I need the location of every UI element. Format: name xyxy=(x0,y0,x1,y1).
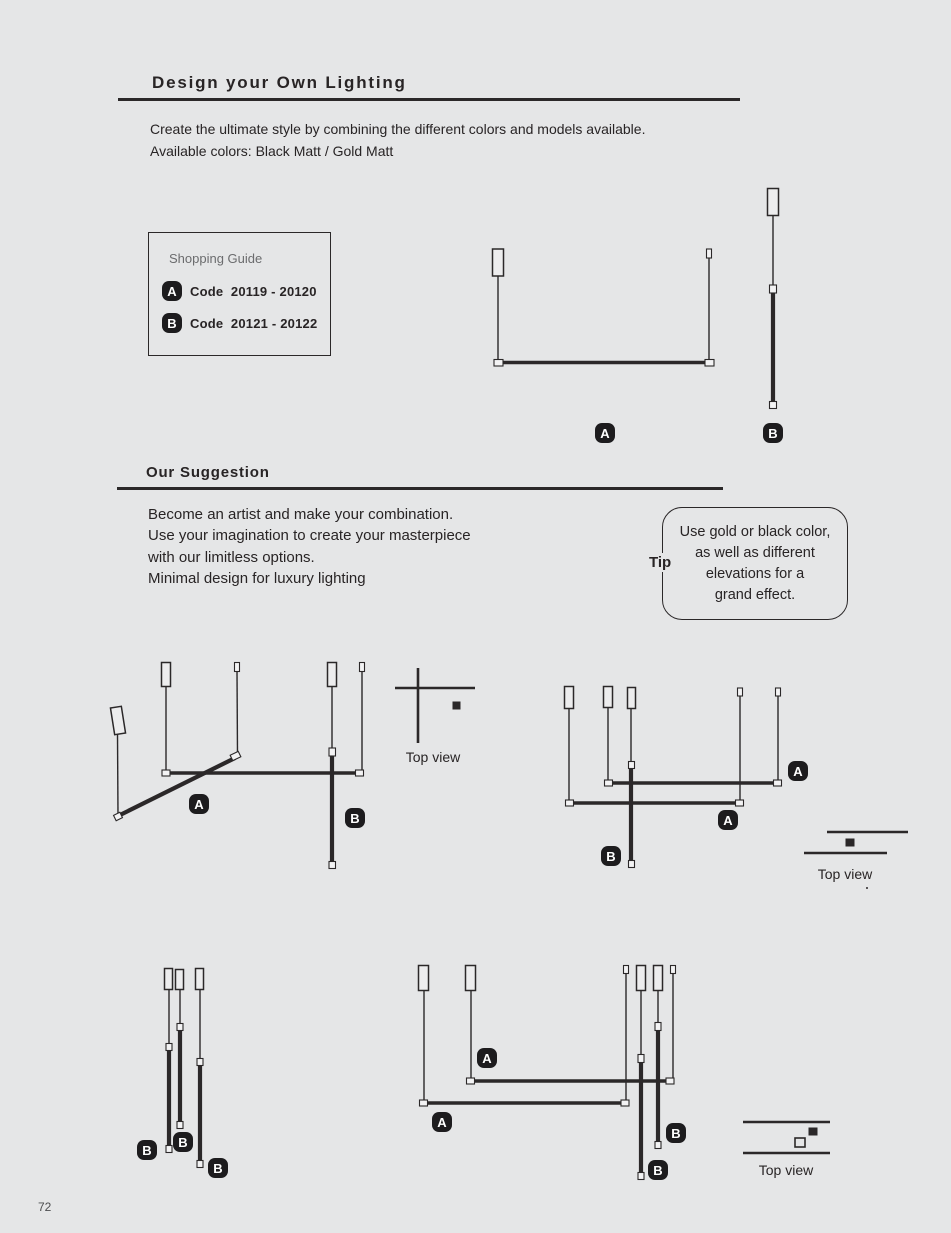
shopping-guide-row-b xyxy=(162,313,317,333)
badge-a-icon: A xyxy=(162,281,182,301)
drawing4-label-b1-badge: B xyxy=(666,1123,686,1143)
drawing3-label-b3-badge: B xyxy=(208,1158,228,1178)
suggestion-line: Use your imagination to create your masterpiece xyxy=(148,527,471,545)
top-view-2-label: Top view xyxy=(817,866,873,882)
fixture-b-drawing xyxy=(768,189,779,409)
tip-line: elevations for a xyxy=(705,565,805,582)
drawing2-label-a2-badge: A xyxy=(718,810,738,830)
suggestion-drawing-1 xyxy=(110,663,364,869)
tip-bubble xyxy=(662,507,848,620)
intro-text xyxy=(150,119,645,162)
fixture-a-drawing xyxy=(493,249,715,366)
top-view-3-label: Top view xyxy=(758,1162,814,1178)
fixture-b-label-badge: B xyxy=(763,423,783,443)
suggestion-line: with our limitless options. xyxy=(148,548,315,566)
top-view-3-drawing xyxy=(743,1122,830,1153)
drawing2-label-b-badge: B xyxy=(601,846,621,866)
shopping-guide-box xyxy=(148,232,331,356)
suggestion-line: Minimal design for luxury lighting xyxy=(148,569,366,587)
drawing2-label-a1-badge: A xyxy=(788,761,808,781)
stray-dot xyxy=(866,887,868,889)
intro-line: Available colors: Black Matt / Gold Matt xyxy=(150,142,394,159)
page-number: 72 xyxy=(38,1200,52,1214)
tip-line: as well as different xyxy=(695,544,815,561)
drawing1-label-b-badge: B xyxy=(345,808,365,828)
suggestion-line: Become an artist and make your combination. xyxy=(148,506,454,523)
tip-line: grand effect. xyxy=(714,586,796,603)
intro-line: Create the ultimate style by combining the different colors and models available. xyxy=(150,121,646,137)
suggestion-text xyxy=(148,504,471,589)
top-view-1-label: Top view xyxy=(405,749,461,765)
drawing3-label-b2-badge: B xyxy=(173,1132,193,1152)
drawing1-label-a-badge: A xyxy=(189,794,209,814)
badge-b-icon: B xyxy=(162,313,182,333)
title-underline xyxy=(118,98,740,101)
drawing4-label-a1-badge: A xyxy=(477,1048,497,1068)
tip-line: Use gold or black color, xyxy=(679,523,831,540)
drawing4-label-a2-badge: A xyxy=(432,1112,452,1132)
tip-label: Tip xyxy=(644,553,676,572)
suggestion-underline xyxy=(117,487,723,490)
page-title: Design your Own Lighting xyxy=(152,73,407,92)
shopping-guide-row-a xyxy=(162,281,317,301)
drawing4-label-b2-badge: B xyxy=(648,1160,668,1180)
suggestion-title: Our Suggestion xyxy=(146,464,270,481)
top-view-1-drawing xyxy=(395,668,475,743)
top-view-2-drawing xyxy=(804,832,908,853)
code-b: Code 20121 - 20122 xyxy=(190,315,318,331)
suggestion-drawing-4 xyxy=(419,966,676,1180)
suggestion-drawing-2 xyxy=(565,687,782,868)
shopping-guide-title: Shopping Guide xyxy=(169,251,263,266)
drawing3-label-b1-badge: B xyxy=(137,1140,157,1160)
code-a: Code 20119 - 20120 xyxy=(190,283,317,299)
fixture-a-label-badge: A xyxy=(595,423,615,443)
